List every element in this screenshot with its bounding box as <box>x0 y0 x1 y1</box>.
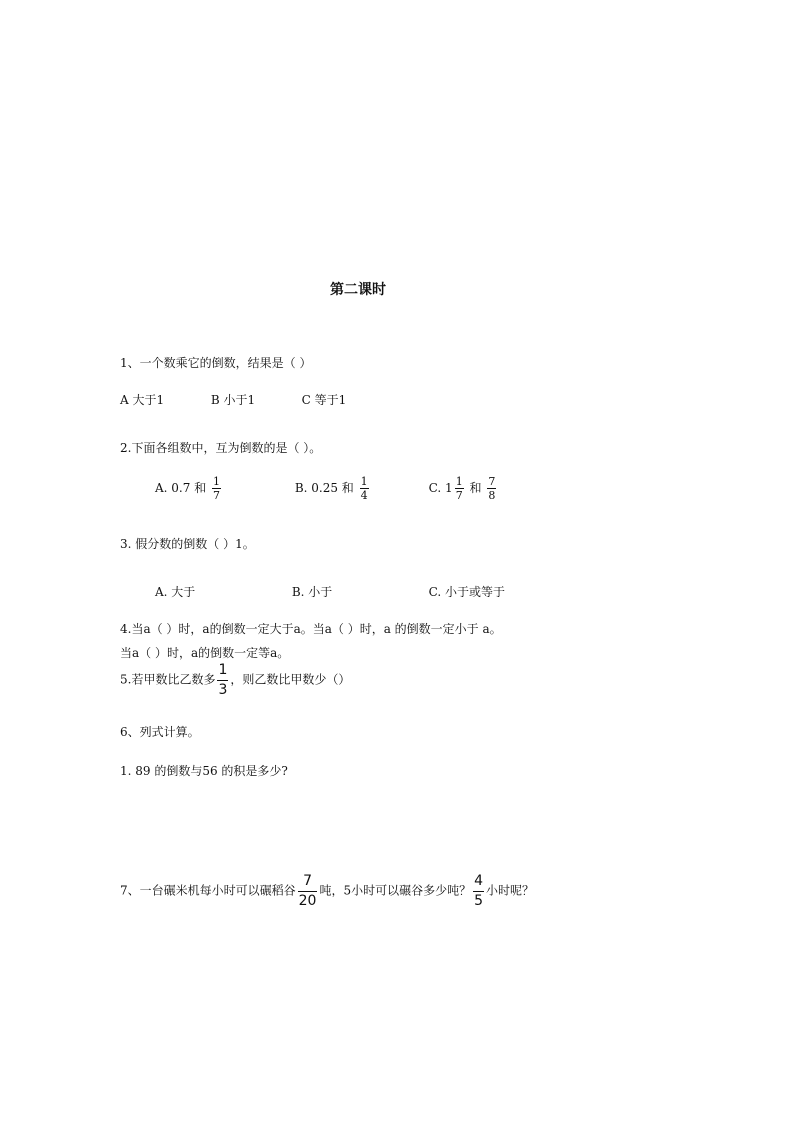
q2-option-c-fraction-1 <box>455 476 464 501</box>
q2-option-c-connector: 和 <box>469 481 482 495</box>
question-5-fraction <box>217 663 228 697</box>
q2-option-b-fraction <box>360 476 369 501</box>
q2-option-c-prefix: C. 1 <box>428 481 453 495</box>
fraction-numerator: 1 <box>455 475 463 488</box>
question-3: 3. 假分数的倒数（ ）1。 <box>120 537 255 551</box>
fraction-numerator: 1 <box>217 663 228 681</box>
fraction-numerator: 1 <box>213 475 221 488</box>
question-4-line-1: 4.当a（ ）时，a的倒数一定大于a。当a（ ）时，a 的倒数一定小于 a。 <box>120 622 502 636</box>
question-1: 1、一个数乘它的倒数，结果是（ ） <box>120 356 312 370</box>
q2-option-a-fraction <box>212 476 221 501</box>
q2-option-c <box>429 476 499 501</box>
q3-option-b: B. 小于 <box>291 585 333 599</box>
question-1-options <box>120 391 346 408</box>
q3-option-c: C. 小于或等于 <box>428 585 506 599</box>
q2-option-a <box>155 476 291 501</box>
question-6-sub-1: 1. 89 的倒数与56 的积是多少? <box>120 764 288 778</box>
fraction-denominator: 20 <box>298 893 317 909</box>
fraction-denominator: 8 <box>488 489 496 502</box>
q1-option-a: A 大于1 <box>120 393 165 407</box>
question-7-suffix: 小时呢？ <box>486 883 535 898</box>
page-title: 第二课时 <box>330 282 386 298</box>
q1-option-c: C 等于1 <box>301 393 347 407</box>
question-7 <box>120 874 534 908</box>
question-7-fraction-2 <box>473 874 484 908</box>
question-2: 2.下面各组数中，互为倒数的是（ ）。 <box>120 441 322 455</box>
q3-option-a: A. 大于 <box>155 585 196 599</box>
fraction-denominator: 4 <box>360 489 368 502</box>
question-7-prefix: 7、一台碾米机每小时可以碾稻谷 <box>120 883 296 898</box>
fraction-numerator: 7 <box>488 475 496 488</box>
fraction-denominator: 3 <box>218 682 228 698</box>
question-4-line-2: 当a（ ）时，a的倒数一定等a。 <box>120 646 290 660</box>
fraction-numerator: 7 <box>298 874 318 892</box>
question-6: 6、列式计算。 <box>120 725 200 739</box>
question-7-fraction-1 <box>298 874 318 908</box>
fraction-denominator: 5 <box>474 893 484 909</box>
question-5-suffix: ，则乙数比甲数少（） <box>230 672 351 687</box>
q2-option-b-prefix: B. 0.25 和 <box>294 481 354 495</box>
fraction-denominator: 7 <box>455 489 463 502</box>
q2-option-a-prefix: A. 0.7 和 <box>155 481 207 495</box>
q2-option-c-fraction-2 <box>487 476 496 501</box>
question-2-options <box>155 476 498 501</box>
question-7-middle: 吨，5小时可以碾谷多少吨？ <box>319 883 472 898</box>
question-3-options <box>155 583 505 600</box>
question-5 <box>120 663 350 697</box>
question-5-prefix: 5.若甲数比乙数多 <box>120 672 216 687</box>
fraction-numerator: 1 <box>360 475 368 488</box>
fraction-numerator: 4 <box>473 874 484 892</box>
q2-option-b <box>295 476 425 501</box>
fraction-denominator: 7 <box>213 489 221 502</box>
q1-option-b: B 小于1 <box>210 393 256 407</box>
